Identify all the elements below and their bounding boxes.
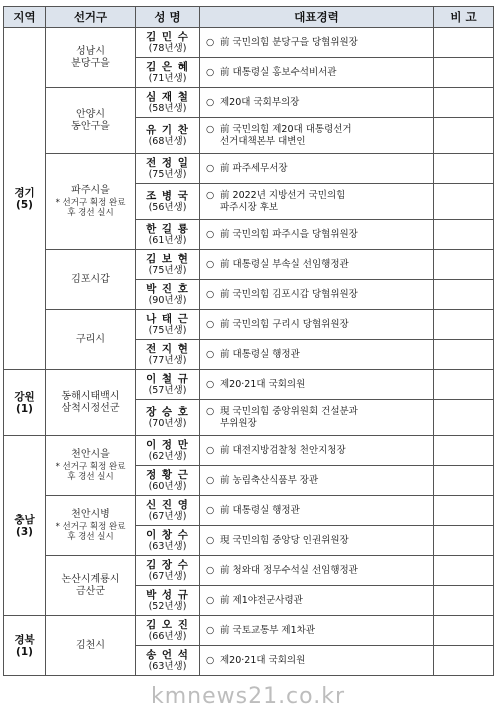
bullet-circle: ○ xyxy=(206,96,215,108)
candidate-name: 장 승 호 xyxy=(146,405,189,418)
career-line: 前 대통령실 행정관 xyxy=(220,504,300,516)
candidate-birth: (57년생) xyxy=(148,384,187,396)
region-cell: 경북 (1) xyxy=(4,616,46,676)
bullet-circle: ○ xyxy=(206,654,215,666)
candidate-birth: (90년생) xyxy=(148,294,187,306)
career-line: 現 국민의힘 중앙당 인권위원장 xyxy=(220,534,349,546)
table-row xyxy=(4,436,494,466)
candidate-table-container xyxy=(3,6,493,676)
career-line: 前 국민의힘 분당구을 당협위원장 xyxy=(220,36,358,48)
career-line: 前 국민의힘 김포시갑 당협위원장 xyxy=(220,288,358,300)
career-line: 제20·21대 국회의원 xyxy=(220,378,306,390)
bullet-circle: ○ xyxy=(206,504,215,516)
district-name: 천안시을 xyxy=(71,449,110,460)
district-note: * 선거구 획정 완료 후 경선 실시 xyxy=(55,198,126,218)
candidate-name-cell xyxy=(136,340,200,370)
candidate-name: 김 은 혜 xyxy=(146,60,189,73)
note-cell xyxy=(434,436,494,466)
candidate-name-cell xyxy=(136,250,200,280)
district-name: 천안시병 xyxy=(71,509,110,520)
region-cell: 경기 (5) xyxy=(4,28,46,370)
candidate-birth: (66년생) xyxy=(148,630,187,642)
district-cell xyxy=(46,556,136,616)
career-cell xyxy=(200,556,434,586)
header-region: 지역 xyxy=(4,7,46,28)
note-cell xyxy=(434,496,494,526)
district-name: 구리시 xyxy=(76,333,105,345)
district-name: 김천시 xyxy=(76,639,105,651)
header-district: 선거구 xyxy=(46,7,136,28)
career-cell xyxy=(200,310,434,340)
note-cell xyxy=(434,220,494,250)
career-cell xyxy=(200,370,434,400)
career-cell xyxy=(200,466,434,496)
bullet-circle: ○ xyxy=(206,405,215,417)
career-line: 前 대통령실 홍보수석비서관 xyxy=(220,66,337,78)
candidate-name: 이 창 수 xyxy=(146,528,189,541)
candidate-name-cell xyxy=(136,556,200,586)
district-note: * 선거구 획정 완료 후 경선 실시 xyxy=(55,462,126,482)
career-line: 前 국민의힘 구리시 당협위원장 xyxy=(220,318,349,330)
district-cell xyxy=(46,310,136,370)
career-line: 선거대책본부 대변인 xyxy=(220,135,306,147)
table-row xyxy=(4,88,494,118)
candidate-name: 김 오 진 xyxy=(146,618,189,631)
table-row xyxy=(4,310,494,340)
candidate-birth: (70년생) xyxy=(148,417,187,429)
district-name: 안양시 동안구을 xyxy=(71,108,110,132)
bullet-circle: ○ xyxy=(206,534,215,546)
career-line: 現 국민의힘 중앙위원회 건설분과 xyxy=(220,405,358,417)
table-row xyxy=(4,496,494,526)
candidate-name: 김 장 수 xyxy=(146,558,189,571)
career-line: 제20·21대 국회의원 xyxy=(220,654,306,666)
bullet-circle: ○ xyxy=(206,162,215,174)
watermark: kmnews21.co.kr xyxy=(150,684,346,709)
district-name: 동해시태백시 삼척시정선군 xyxy=(61,390,120,414)
candidate-birth: (78년생) xyxy=(148,42,187,54)
bullet-circle: ○ xyxy=(206,189,215,201)
career-cell xyxy=(200,154,434,184)
candidate-name: 전 정 일 xyxy=(146,156,189,169)
district-note: * 선거구 획정 완료 후 경선 실시 xyxy=(55,522,126,542)
candidate-name-cell xyxy=(136,496,200,526)
candidate-name-cell xyxy=(136,220,200,250)
header-row xyxy=(4,7,494,28)
candidate-birth: (52년생) xyxy=(148,600,187,612)
candidate-birth: (61년생) xyxy=(148,234,187,246)
candidate-name-cell xyxy=(136,88,200,118)
candidate-birth: (71년생) xyxy=(148,72,187,84)
candidate-name: 전 지 현 xyxy=(146,342,189,355)
candidate-name-cell xyxy=(136,646,200,676)
career-cell xyxy=(200,616,434,646)
note-cell xyxy=(434,28,494,58)
region-cell: 충남 (3) xyxy=(4,436,46,616)
career-cell xyxy=(200,88,434,118)
note-cell xyxy=(434,526,494,556)
table-row xyxy=(4,250,494,280)
career-line: 前 파주세무서장 xyxy=(220,162,288,174)
candidate-name: 이 정 만 xyxy=(146,438,189,451)
career-cell xyxy=(200,184,434,220)
district-name: 파주시을 xyxy=(71,185,110,196)
bullet-circle: ○ xyxy=(206,348,215,360)
candidate-name-cell xyxy=(136,154,200,184)
career-cell xyxy=(200,496,434,526)
note-cell xyxy=(434,646,494,676)
district-cell xyxy=(46,154,136,250)
candidate-birth: (63년생) xyxy=(148,540,187,552)
candidate-birth: (67년생) xyxy=(148,510,187,522)
career-cell xyxy=(200,118,434,154)
candidate-name: 심 재 철 xyxy=(146,90,189,103)
header-note: 비 고 xyxy=(434,7,494,28)
district-name: 성남시 분당구을 xyxy=(71,45,110,69)
bullet-circle: ○ xyxy=(206,258,215,270)
candidate-name-cell xyxy=(136,118,200,154)
career-line: 前 2022년 지방선거 국민의힘 xyxy=(220,189,346,201)
candidate-name: 박 진 호 xyxy=(146,282,189,295)
candidate-name-cell xyxy=(136,400,200,436)
candidate-name: 김 보 현 xyxy=(146,252,189,265)
career-cell xyxy=(200,436,434,466)
bullet-circle: ○ xyxy=(206,594,215,606)
candidate-birth: (68년생) xyxy=(148,135,187,147)
candidate-birth: (75년생) xyxy=(148,264,187,276)
career-line: 파주시장 후보 xyxy=(220,201,279,213)
career-line: 前 국토교통부 제1차관 xyxy=(220,624,316,636)
candidate-name: 한 길 룡 xyxy=(146,222,189,235)
header-name: 성 명 xyxy=(136,7,200,28)
note-cell xyxy=(434,466,494,496)
bullet-circle: ○ xyxy=(206,474,215,486)
career-line: 前 제1야전군사령관 xyxy=(220,594,303,606)
candidate-name-cell xyxy=(136,370,200,400)
candidate-name: 이 철 규 xyxy=(146,372,189,385)
career-cell xyxy=(200,28,434,58)
note-cell xyxy=(434,88,494,118)
candidate-name-cell xyxy=(136,310,200,340)
candidate-birth: (67년생) xyxy=(148,570,187,582)
career-cell xyxy=(200,400,434,436)
note-cell xyxy=(434,400,494,436)
candidate-name-cell xyxy=(136,280,200,310)
district-name: 김포시갑 xyxy=(71,273,110,285)
candidate-name: 신 진 영 xyxy=(146,498,189,511)
table-row xyxy=(4,616,494,646)
note-cell xyxy=(434,280,494,310)
table-row xyxy=(4,154,494,184)
candidate-name: 정 황 근 xyxy=(146,468,189,481)
career-cell xyxy=(200,280,434,310)
table-body xyxy=(4,28,494,676)
district-cell xyxy=(46,496,136,556)
candidate-name-cell xyxy=(136,28,200,58)
candidate-name-cell xyxy=(136,616,200,646)
district-cell xyxy=(46,250,136,310)
career-line: 부위원장 xyxy=(220,417,257,429)
career-cell xyxy=(200,340,434,370)
table-row xyxy=(4,28,494,58)
candidate-name: 김 민 수 xyxy=(146,30,189,43)
candidate-birth: (77년생) xyxy=(148,354,187,366)
career-line: 前 대전지방검찰청 천안지청장 xyxy=(220,444,346,456)
table-row xyxy=(4,556,494,586)
career-cell xyxy=(200,220,434,250)
candidate-name: 유 기 찬 xyxy=(146,123,189,136)
bullet-circle: ○ xyxy=(206,66,215,78)
bullet-circle: ○ xyxy=(206,624,215,636)
career-line: 제20대 국회부의장 xyxy=(220,96,300,108)
bullet-circle: ○ xyxy=(206,564,215,576)
candidate-table xyxy=(3,6,494,676)
bullet-circle: ○ xyxy=(206,378,215,390)
district-cell xyxy=(46,88,136,154)
candidate-birth: (62년생) xyxy=(148,450,187,462)
candidate-birth: (58년생) xyxy=(148,102,187,114)
candidate-birth: (75년생) xyxy=(148,324,187,336)
note-cell xyxy=(434,370,494,400)
candidate-name: 박 성 규 xyxy=(146,588,189,601)
career-line: 前 국민의힘 파주시을 당협위원장 xyxy=(220,228,358,240)
region-cell: 강원 (1) xyxy=(4,370,46,436)
note-cell xyxy=(434,616,494,646)
bullet-circle: ○ xyxy=(206,228,215,240)
candidate-name-cell xyxy=(136,586,200,616)
candidate-name: 조 병 국 xyxy=(146,189,189,202)
bullet-circle: ○ xyxy=(206,123,215,135)
career-line: 前 국민의힘 제20대 대통령선거 xyxy=(220,123,352,135)
career-cell xyxy=(200,586,434,616)
district-name: 논산시계룡시 금산군 xyxy=(61,573,120,597)
candidate-birth: (75년생) xyxy=(148,168,187,180)
career-line: 前 대통령실 부속실 선임행정관 xyxy=(220,258,349,270)
bullet-circle: ○ xyxy=(206,36,215,48)
district-cell xyxy=(46,616,136,676)
candidate-birth: (56년생) xyxy=(148,201,187,213)
candidate-name-cell xyxy=(136,436,200,466)
note-cell xyxy=(434,58,494,88)
career-cell xyxy=(200,526,434,556)
district-cell xyxy=(46,436,136,496)
note-cell xyxy=(434,154,494,184)
career-line: 前 농림축산식품부 장관 xyxy=(220,474,319,486)
career-cell xyxy=(200,646,434,676)
candidate-birth: (60년생) xyxy=(148,480,187,492)
note-cell xyxy=(434,586,494,616)
note-cell xyxy=(434,184,494,220)
candidate-name: 나 태 근 xyxy=(146,312,189,325)
district-cell xyxy=(46,370,136,436)
note-cell xyxy=(434,250,494,280)
candidate-name-cell xyxy=(136,184,200,220)
candidate-name-cell xyxy=(136,58,200,88)
note-cell xyxy=(434,340,494,370)
table-row xyxy=(4,370,494,400)
candidate-name-cell xyxy=(136,466,200,496)
career-cell xyxy=(200,58,434,88)
note-cell xyxy=(434,310,494,340)
header-career: 대표경력 xyxy=(200,7,434,28)
note-cell xyxy=(434,556,494,586)
bullet-circle: ○ xyxy=(206,444,215,456)
career-line: 前 청와대 정무수석실 선임행정관 xyxy=(220,564,358,576)
note-cell xyxy=(434,118,494,154)
career-line: 前 대통령실 행정관 xyxy=(220,348,300,360)
candidate-birth: (63년생) xyxy=(148,660,187,672)
candidate-name-cell xyxy=(136,526,200,556)
career-cell xyxy=(200,250,434,280)
bullet-circle: ○ xyxy=(206,288,215,300)
district-cell xyxy=(46,28,136,88)
bullet-circle: ○ xyxy=(206,318,215,330)
candidate-name: 송 언 석 xyxy=(146,648,189,661)
